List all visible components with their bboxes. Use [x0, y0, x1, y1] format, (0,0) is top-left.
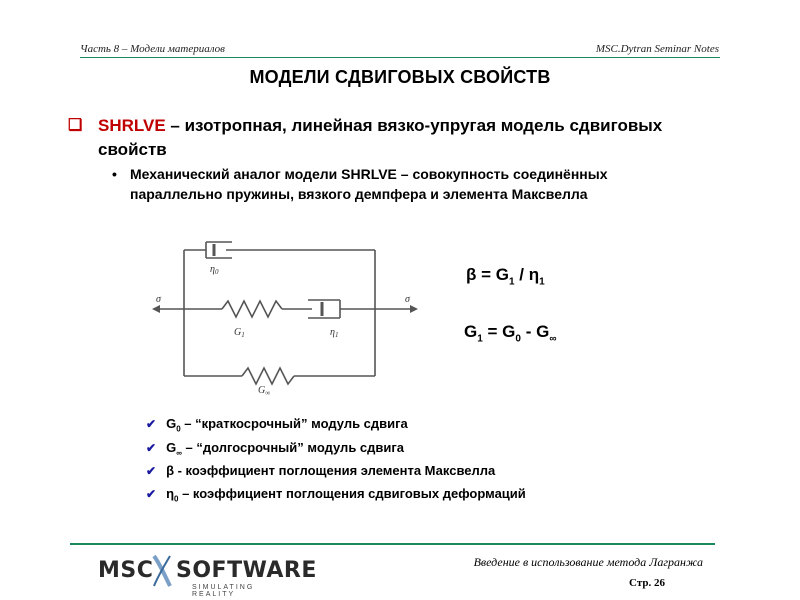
ginf-label: $G_\infty$ [258, 385, 271, 396]
check-icon: ✔ [146, 441, 157, 455]
eta1-label: $\eta_1$ [330, 327, 339, 339]
bullet-main-text: – изотропная, линейная вязко-упругая модель сдвиговых свойств [98, 116, 663, 159]
check-icon: ✔ [146, 464, 157, 478]
header-rule [80, 57, 720, 58]
eta0-label: $\eta_0$ [210, 264, 219, 276]
course-title: Введение в использование метода Лагранжа [473, 555, 703, 569]
check-item: ✔ $G_\infty$ – “долгосрочный” модуль сдвига [146, 440, 405, 458]
check-item: ✔ β - коэффициент поглощения элемента Максвелла [146, 463, 496, 478]
bullet-keyword: SHRLVE [98, 116, 166, 135]
header-left: Часть 8 – Модели материалов [80, 43, 225, 55]
check-icon: ✔ [146, 487, 157, 501]
page-title: МОДЕЛИ СДВИГОВЫХ СВОЙСТВ [249, 67, 551, 87]
check-item: ✔ $\eta_0$ – коэффициент поглощения сдвиговых деформаций [146, 486, 526, 504]
bullet-dot-icon: • [112, 166, 117, 182]
check-icon: ✔ [146, 417, 157, 431]
formula-beta: $\beta = G_1 / \eta_1$ [466, 265, 545, 288]
msc-software-logo: MSC SOFTWARE SIMULATING REALITY [98, 552, 288, 592]
footer-rule [70, 543, 715, 545]
checkbox-bullet-icon: ❑ [68, 117, 83, 134]
mechanical-model-diagram [150, 236, 420, 396]
formula-g1: $G_1 = G_0 - G_\infty$ [464, 322, 557, 345]
sigma-left-label: σ [156, 294, 161, 305]
header-right: MSC.Dytran Seminar Notes [595, 43, 719, 55]
logo-swoosh-icon [150, 554, 174, 588]
sigma-right-label: σ [405, 294, 410, 305]
right-arrow-icon [410, 305, 418, 313]
g1-label: $G_1$ [234, 327, 245, 339]
check-item: ✔ $G_0$ – “краткосрочный” модуль сдвига [146, 416, 408, 434]
left-arrow-icon [152, 305, 160, 313]
bullet-sub-text: Механический аналог модели SHRLVE – совокупность соединённых параллельно пружины, вязкого демпфера и элемента Максвелла [130, 166, 608, 202]
page-number: Стр. 26 [629, 577, 665, 589]
